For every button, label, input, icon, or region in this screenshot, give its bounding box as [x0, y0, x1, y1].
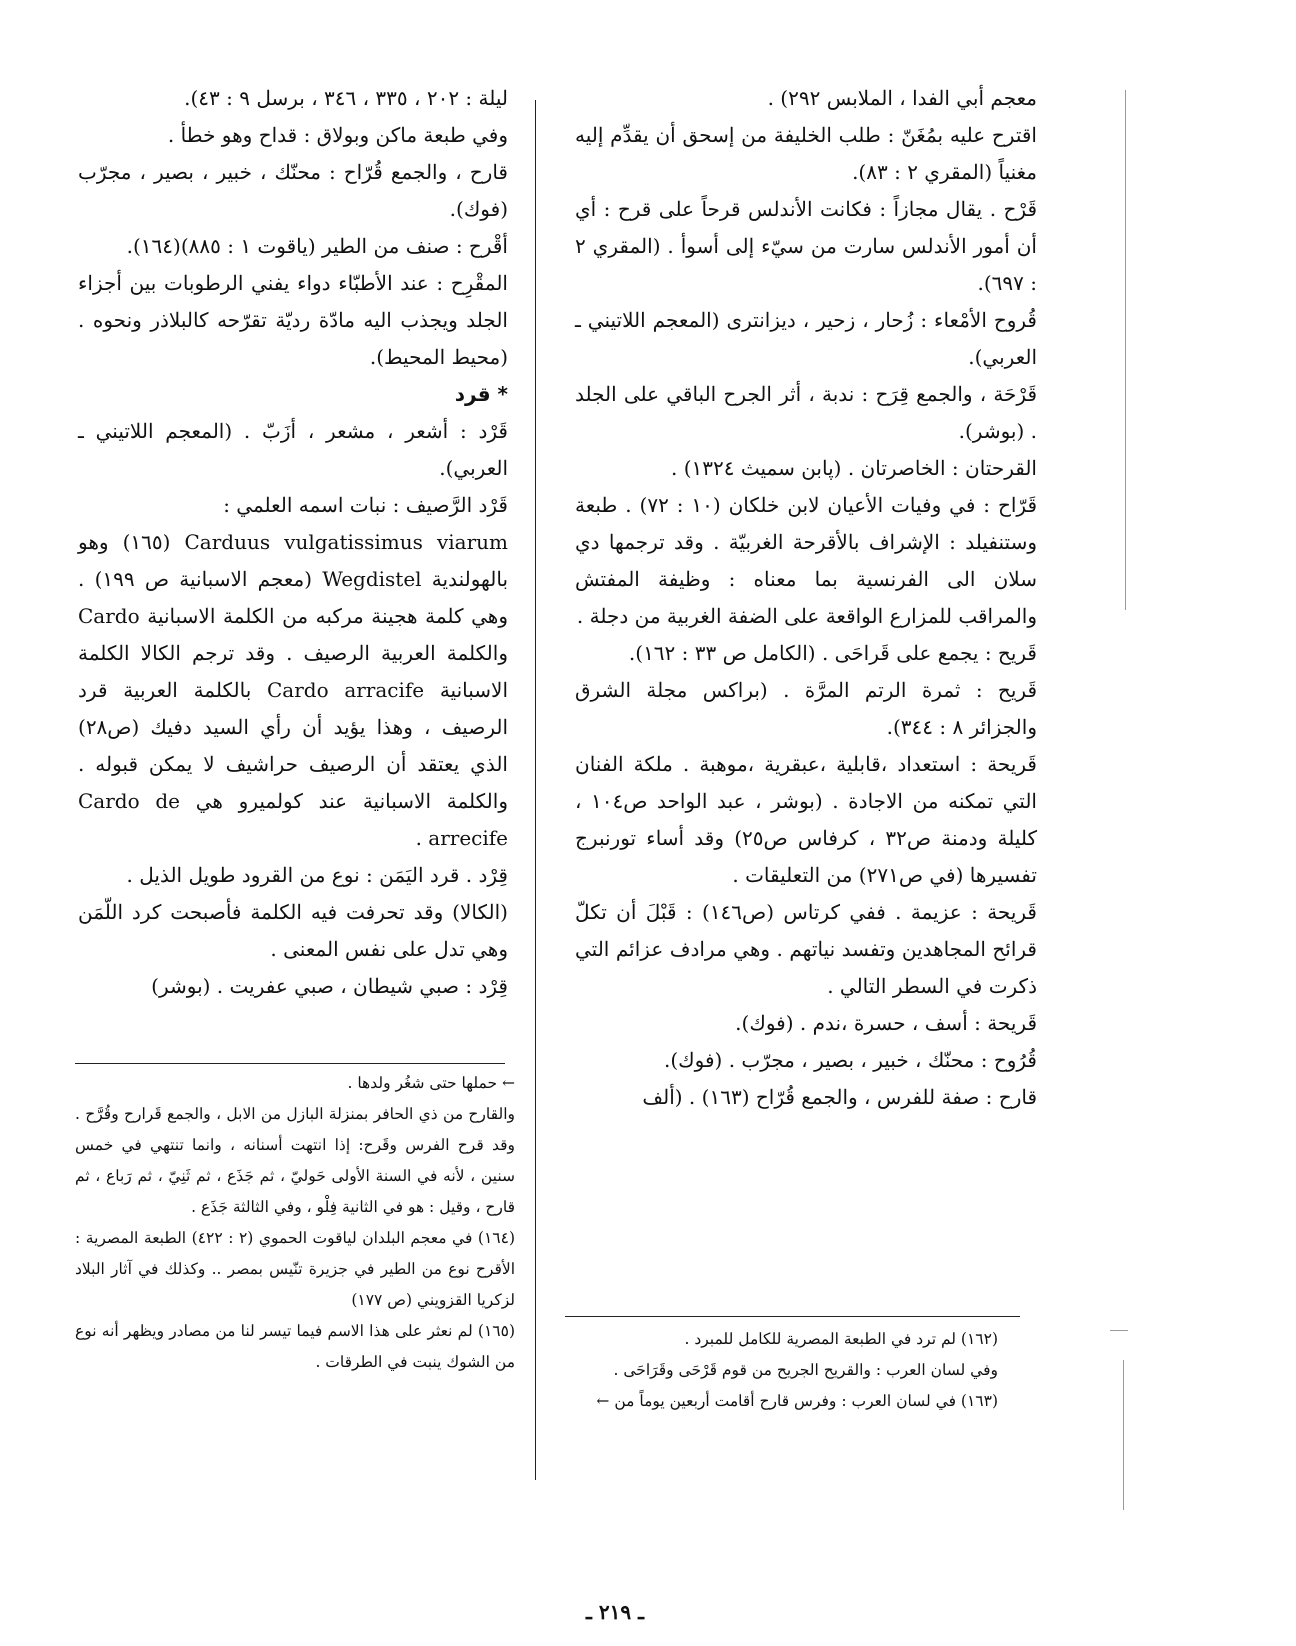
scan-edge-mark: [1123, 1360, 1124, 1510]
paragraph: قَرْح . يقال مجازاً : فكانت الأندلس قرحاً على قرح : أي أن أمور الأندلس سارت من سيّء إلى أسوأ . (المقري ٢ : ٦٩٧).: [575, 197, 1037, 295]
right-footnotes: [540, 1324, 998, 1417]
column-divider: [535, 100, 536, 1480]
paragraph: القرحتان : الخاصرتان . (پابن سميث ١٣٢٤) .: [671, 456, 1037, 480]
paragraph: معجم أبي الفدا ، الملابس ٢٩٢) .: [767, 86, 1037, 110]
footnote: (١٦٣) في لسان العرب : وفرس قارح أقامت أربعين يوماً من ←: [596, 1392, 998, 1410]
paragraph: Carduus vulgatissimus viarum (١٦٥) وهو بالهولندية Wegdistel (معجم الاسبانية ص ١٩٩) . وهي كلمة هجينة مركبه من الكلمة الاسبانية Cardo والكلمة العربية الرصيف . وقد ترجم الكالا الكلمة الاسبانية Cardo arracife بالكلمة العربية قرد الرصيف ، وهذا يؤيد أن رأي السيد دفيك (ص٢٨) الذي يعتقد أن الرصيف حراشيف لا يمكن قبوله . والكلمة الاسبانية عند كولميرو هي Cardo de arrecife .: [78, 530, 509, 850]
paragraph: قِرْد : صبي شيطان ، صبي عفريت . (بوشر): [151, 974, 508, 998]
footnote: (١٦٢) لم ترد في الطبعة المصرية للكامل للمبرد .: [684, 1330, 998, 1348]
paragraph: ليلة : ٢٠٢ ، ٣٣٥ ، ٣٤٦ ، برسل ٩ : ٤٣).: [184, 86, 508, 110]
paragraph: قَريح : يجمع على قَراحَى . (الكامل ص ٣٣ : ١٦٢).: [628, 641, 1037, 665]
paragraph: قُرُوح : محنّك ، خبير ، بصير ، مجرّب . (فوك).: [664, 1048, 1037, 1072]
paragraph: قَرّاح : في وفيات الأعيان لابن خلكان (١٠ : ٧٢) . طبعة وستنفيلد : الإشراف بالأقرحة الغربيّة . وقد ترجمها دي سلان الى الفرنسية بما معناه : وظيفة المفتش والمراقب للمزارع الواقعة على الضفة الغربية من دجلة .: [575, 493, 1038, 628]
paragraph: قُروح الأمْعاء : زُحار ، زحير ، ديزانترى (المعجم اللاتيني ـ العربي).: [575, 308, 1037, 369]
section-heading: * قرد: [454, 382, 508, 406]
page-number: ـ ٢١٩ ـ: [586, 1600, 644, 1624]
footnote: وفي لسان العرب : والقريح الجريح من قوم قَرْحَى وقَرَاحَى .: [613, 1361, 998, 1379]
paragraph: اقترح عليه بمُغَنّ : طلب الخليفة من إسحق أن يقدِّم إليه مغنياً (المقري ٢ : ٨٣).: [575, 123, 1037, 184]
paragraph: قَريحة : أسف ، حسرة ،ندم . (فوك).: [735, 1011, 1037, 1035]
paragraph: وفي طبعة ماكن وبولاق : قداح وهو خطأ .: [167, 123, 508, 147]
footnote: والقارح من ذي الحافر بمنزلة البازل من الابل ، والجمع قَرارح وقُرَّح . وقد قرح الفرس وقَرح: إذا انتهت أسنانه ، وانما تنتهي في خمس سنين ، لأنه في السنة الأولى حَوليّ ، ثم جَذَع ، ثم ثَنِيّ ، ثم رَباع ، ثم قارح ، وقيل : هو في الثانية فِلْو ، وفي الثالثة جَذَع .: [75, 1105, 515, 1216]
paragraph: قَريح : ثمرة الرتم المرَّة . (براكس مجلة الشرق والجزائر ٨ : ٣٤٤).: [575, 678, 1037, 739]
footnote: (١٦٥) لم نعثر على هذا الاسم فيما تيسر لنا من مصادر ويظهر أنه نوع من الشوك ينبت في الطرقات .: [75, 1322, 515, 1371]
footnote: ← حملها حتى شغُر ولدها .: [347, 1074, 515, 1092]
footnote: (١٦٤) في معجم البلدان لياقوت الحموي (٢ : ٤٢٢) الطبعة المصرية : الأقرح نوع من الطير في جزيرة تنّيس بمصر .. وكذلك في آثار البلاد لزكريا القزويني (ص ١٧٧): [75, 1229, 515, 1309]
left-footnote-rule: [75, 1063, 505, 1064]
paragraph: قِرْد . قرد اليَمَن : نوع من القرود طويل الذيل .: [126, 863, 508, 887]
left-footnotes: [75, 1068, 515, 1378]
paragraph: أقْرح : صنف من الطير (ياقوت ١ : ٨٨٥)(١٦٤).: [126, 234, 508, 258]
paragraph: قَريحة : عزيمة . ففي كرتاس (ص١٤٦) : قَبْلَ أن تكلّ قرائح المجاهدين وتفسد نياتهم . وهي مرادف عزائم التي ذكرت في السطر التالي .: [575, 900, 1037, 998]
scan-edge-mark: [1110, 1330, 1128, 1331]
paragraph: قَرْد الرَّصيف : نبات اسمه العلمي :: [223, 493, 508, 517]
right-text-column: [575, 80, 1037, 1116]
paragraph: قارح ، والجمع قُرّاح : محنّك ، خبير ، بصير ، مجرّب (فوك).: [78, 160, 508, 221]
paragraph: قارح : صفة للفرس ، والجمع قُرّاح (١٦٣) . (ألف: [642, 1085, 1037, 1109]
paragraph: (الكالا) وقد تحرفت فيه الكلمة فأصبحت كرد اللّمَن وهي تدل على نفس المعنى .: [78, 900, 508, 961]
paragraph: المقْرِح : عند الأطبّاء دواء يفني الرطوبات بين أجزاء الجلد ويجذب اليه مادّة رديّة تقرّحه كالبلاذر ونحوه . (محيط المحيط).: [78, 271, 508, 369]
scan-edge-mark: [1125, 90, 1126, 610]
right-footnote-rule: [565, 1316, 1020, 1317]
paragraph: قَريحة : استعداد ،قابلية ،عبقرية ،موهبة . ملكة الفنان التي تمكنه من الاجادة . (بوشر ، عبد الواحد ص١٠٤ ، كليلة ودمنة ص٣٢ ، كرفاس ص٢٥) وقد أساء تورنبرج تفسيرها (في ص٢٧١) من التعليقات .: [575, 752, 1037, 887]
paragraph: قَرْحَة ، والجمع قِرَح : ندبة ، أثر الجرح الباقي على الجلد . (بوشر).: [575, 382, 1038, 443]
paragraph: قَرْد : أشعر ، مشعر ، أزَبّ . (المعجم اللاتيني ـ العربي).: [78, 419, 508, 480]
left-text-column: [78, 80, 508, 1005]
